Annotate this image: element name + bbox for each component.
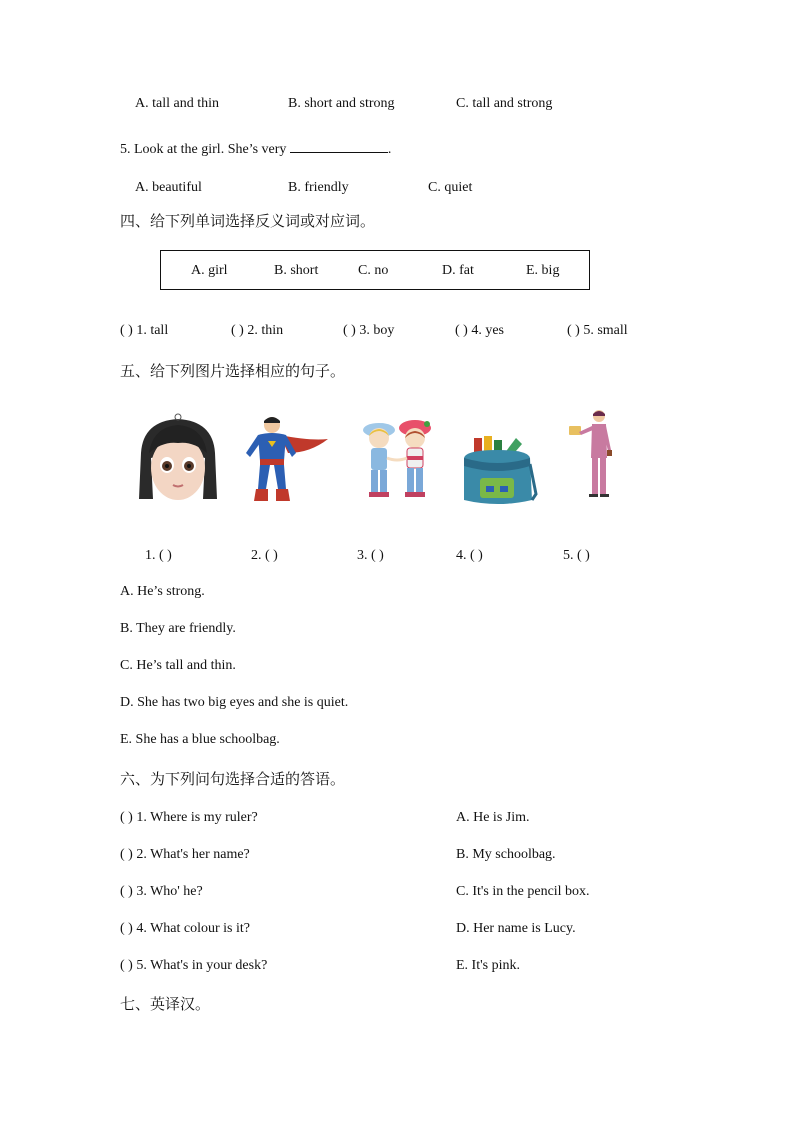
q5-end: . (387, 142, 392, 157)
q5-answer-blank[interactable] (290, 138, 388, 153)
word-b: B. short (274, 263, 319, 278)
girl-face-picture (133, 413, 223, 505)
sentence-d: D. She has two big eyes and she is quiet. (120, 695, 349, 710)
picture-2-answer[interactable]: 2. ( ) (251, 548, 278, 563)
section4-item-4[interactable]: ( ) 4. yes (455, 323, 504, 338)
section6-title: 六、为下列问句选择合适的答语。 (120, 770, 346, 788)
section7-title: 七、英译汉。 (120, 995, 211, 1013)
superhero-picture (240, 413, 330, 505)
tall-thin-man-picture (567, 408, 617, 500)
q5-text: 5. Look at the girl. She’s very (120, 142, 287, 157)
answer-d: D. Her name is Lucy. (456, 921, 576, 936)
word-box (160, 250, 590, 290)
answer-a: A. He is Jim. (456, 810, 530, 825)
question-2[interactable]: ( ) 2. What's her name? (120, 847, 250, 862)
two-friends-picture (357, 416, 439, 504)
answer-e: E. It's pink. (456, 958, 520, 973)
word-c: C. no (358, 263, 389, 278)
word-e: E. big (526, 263, 560, 278)
sentence-a: A. He’s strong. (120, 584, 205, 599)
q5-option-c: C. quiet (428, 180, 473, 195)
q5-question (120, 138, 391, 158)
answer-c: C. It's in the pencil box. (456, 884, 590, 899)
question-3[interactable]: ( ) 3. Who' he? (120, 884, 203, 899)
q5-option-b: B. friendly (288, 180, 349, 195)
section4-item-3[interactable]: ( ) 3. boy (343, 323, 395, 338)
section4-title: 四、给下列单词选择反义词或对应词。 (120, 212, 376, 230)
sentence-c: C. He’s tall and thin. (120, 658, 236, 673)
section4-item-2[interactable]: ( ) 2. thin (231, 323, 284, 338)
q4-option-a: A. tall and thin (135, 96, 219, 111)
schoolbag-picture (458, 434, 538, 510)
sentence-e: E. She has a blue schoolbag. (120, 732, 280, 747)
q5-option-a: A. beautiful (135, 180, 202, 195)
picture-4-answer[interactable]: 4. ( ) (456, 548, 483, 563)
question-4[interactable]: ( ) 4. What colour is it? (120, 921, 250, 936)
q4-option-c: C. tall and strong (456, 96, 553, 111)
word-d: D. fat (442, 263, 474, 278)
word-a: A. girl (191, 263, 228, 278)
section5-title: 五、给下列图片选择相应的句子。 (120, 362, 346, 380)
picture-3-answer[interactable]: 3. ( ) (357, 548, 384, 563)
picture-5-answer[interactable]: 5. ( ) (563, 548, 590, 563)
picture-1-answer[interactable]: 1. ( ) (145, 548, 172, 563)
sentence-b: B. They are friendly. (120, 621, 236, 636)
question-5[interactable]: ( ) 5. What's in your desk? (120, 958, 268, 973)
answer-b: B. My schoolbag. (456, 847, 556, 862)
section4-item-5[interactable]: ( ) 5. small (567, 323, 628, 338)
q4-option-b: B. short and strong (288, 96, 395, 111)
question-1[interactable]: ( ) 1. Where is my ruler? (120, 810, 258, 825)
section4-item-1[interactable]: ( ) 1. tall (120, 323, 169, 338)
